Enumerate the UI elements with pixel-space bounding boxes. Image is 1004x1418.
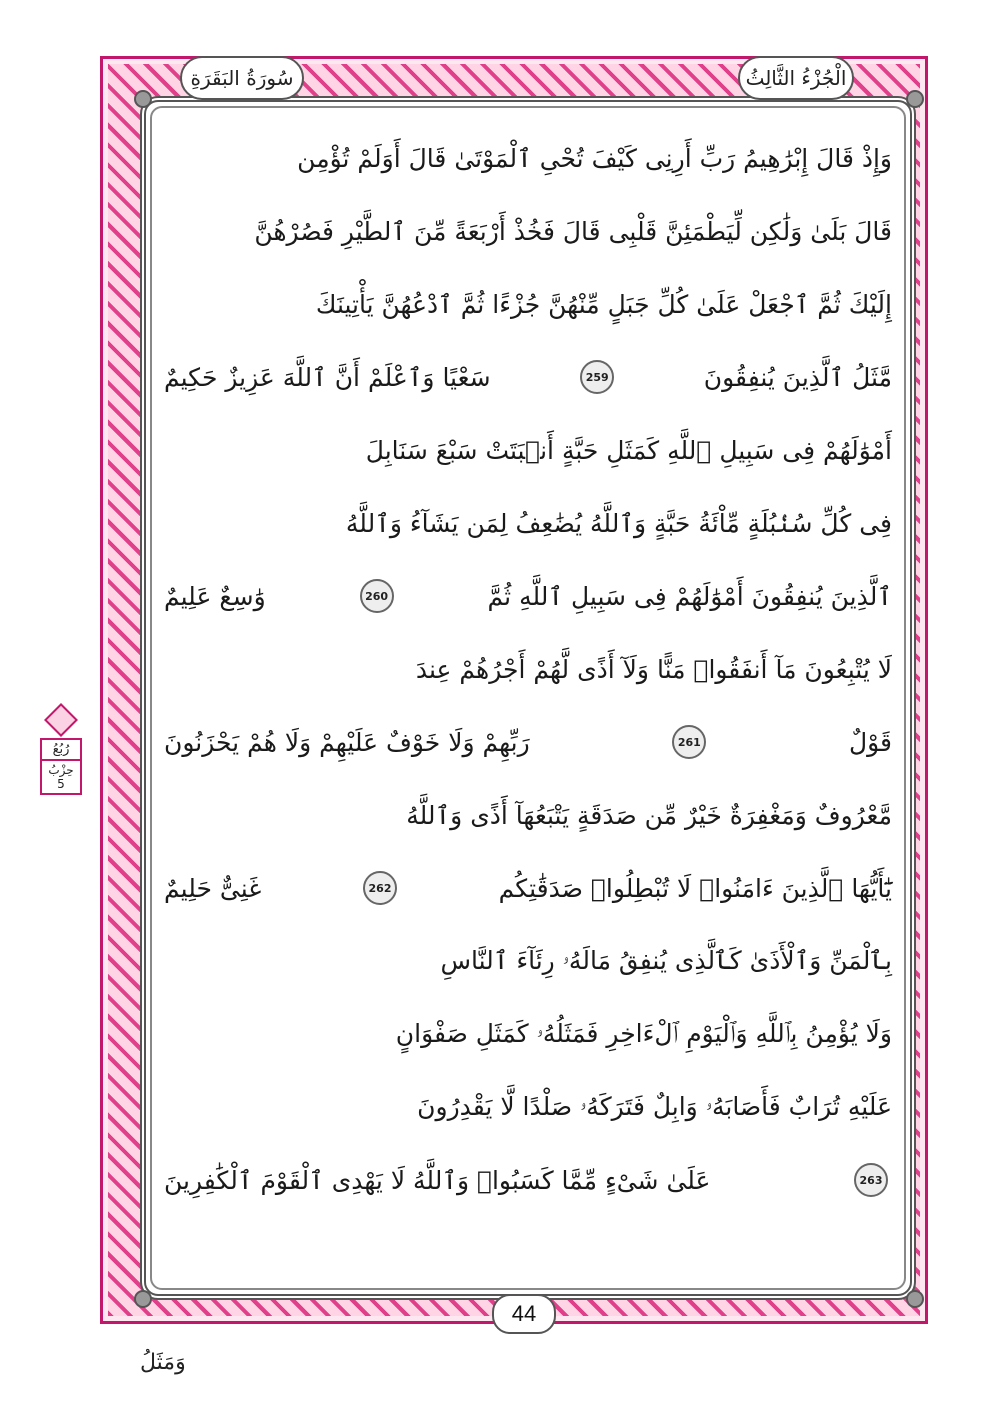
ayah-number-marker: 261 [672,725,706,759]
text-line [162,1004,894,1064]
text-line [162,1077,894,1137]
line-text: وَإِذْ قَالَ إِبْرَٰهِيمُ رَبِّ أَرِنِى كَيْفَ تُحْىِ ٱلْمَوْتَىٰ قَالَ أَوَلَمْ تُؤْمِن [297,143,892,173]
line-text: قَالَ بَلَىٰ وَلَٰكِن لِّيَطْمَئِنَّ قَلْبِى قَالَ فَخُذْ أَرْبَعَةً مِّنَ ٱلطَّيْرِ فَصُرْهُنَّ [254,216,892,246]
text-line [162,420,894,480]
ayah-number-marker: 259 [580,360,614,394]
line-text: ٱلَّذِينَ يُنفِقُونَ أَمْوَٰلَهُمْ فِى سَبِيلِ ٱللَّهِ ثُمَّ [487,581,892,611]
text-line [162,931,894,991]
hizb-box [40,761,82,795]
corner-ornament-icon [134,1290,152,1308]
line-text: فِى كُلِّ سُنۢبُلَةٍ مِّاْئَةُ حَبَّةٍ وَٱللَّهُ يُضَٰعِفُ لِمَن يَشَآءُ وَٱللَّهُ [345,508,892,538]
ayah-number-marker: 263 [854,1163,888,1197]
line-text: عَلَىٰ شَىْءٍ مِّمَّا كَسَبُوا۟ وَٱللَّهُ لَا يَهْدِى ٱلْقَوْمَ ٱلْكَٰفِرِينَ [164,1165,711,1195]
surah-name-label: سُورَةُ البَقَرَةِ [180,56,304,100]
line-text: وَٰسِعٌ عَلِيمٌ [164,581,266,611]
line-text: مَّثَلُ ٱلَّذِينَ يُنفِقُونَ [703,362,892,392]
corner-ornament-icon [906,1290,924,1308]
line-text: قَوْلٌ [848,727,892,757]
text-line [162,639,894,699]
line-text: رَبِّهِمْ وَلَا خَوْفٌ عَلَيْهِمْ وَلَا هُمْ يَحْزَنُونَ [164,727,530,757]
line-text: لَا يُتْبِعُونَ مَآ أَنفَقُوا۟ مَنًّا وَلَآ أَذًى لَّهُمْ أَجْرُهُمْ عِندَ [415,654,892,684]
text-line [162,347,894,407]
rub-label: رُبُعُ [40,738,82,761]
ayah-number-marker: 262 [363,871,397,905]
text-line [162,785,894,845]
text-line [162,712,894,772]
line-text: عَلَيْهِ تُرَابٌ فَأَصَابَهُۥ وَابِلٌ فَتَرَكَهُۥ صَلْدًا لَّا يَقْدِرُونَ [417,1092,892,1121]
line-text: أَمْوَٰلَهُمْ فِى سَبِيلِ ٱللَّهِ كَمَثَلِ حَبَّةٍ أَنۢبَتَتْ سَبْعَ سَنَابِلَ [365,435,892,465]
ayah-number-marker: 260 [360,579,394,613]
line-text: بِٱلْمَنِّ وَٱلْأَذَىٰ كَٱلَّذِى يُنفِقُ مَالَهُۥ رِئَآءَ ٱلنَّاسِ [440,946,892,975]
juz-label: الْجُزْءُ الثَّالِثُ [738,56,854,100]
hizb-number: 5 [57,777,65,791]
line-text: وَلَا يُؤْمِنُ بِٱللَّهِ وَٱلْيَوْمِ ٱلْءَاخِرِ فَمَثَلُهُۥ كَمَثَلِ صَفْوَانٍ [395,1019,892,1048]
page-number: 44 [492,1294,556,1334]
hizb-marker [40,708,82,795]
quran-text-block [156,112,900,1284]
line-text: مَّعْرُوفٌ وَمَغْفِرَةٌ خَيْرٌ مِّن صَدَقَةٍ يَتْبَعُهَآ أَذًى وَٱللَّهُ [406,800,892,830]
line-text: إِلَيْكَ ثُمَّ ٱجْعَلْ عَلَىٰ كُلِّ جَبَلٍ مِّنْهُنَّ جُزْءًا ثُمَّ ٱدْعُهُنَّ يَأْتِينَكَ [315,289,892,319]
ornament-diamond-icon [44,703,78,737]
text-line [162,128,894,188]
text-line [162,274,894,334]
catchword: وَمَثَلُ [140,1350,186,1375]
corner-ornament-icon [134,90,152,108]
text-line [162,1150,894,1210]
line-text: سَعْيًا وَٱعْلَمْ أَنَّ ٱللَّهَ عَزِيزٌ حَكِيمٌ [164,362,491,392]
text-line [162,201,894,261]
hizb-label: حِزْبُ [48,763,74,777]
line-text: يَٰٓأَيُّهَا ٱلَّذِينَ ءَامَنُوا۟ لَا تُبْطِلُوا۟ صَدَقَٰتِكُم [498,873,892,903]
text-line [162,493,894,553]
text-line [162,858,894,918]
line-text: غَنِىٌّ حَلِيمٌ [164,873,262,903]
text-line [162,566,894,626]
corner-ornament-icon [906,90,924,108]
